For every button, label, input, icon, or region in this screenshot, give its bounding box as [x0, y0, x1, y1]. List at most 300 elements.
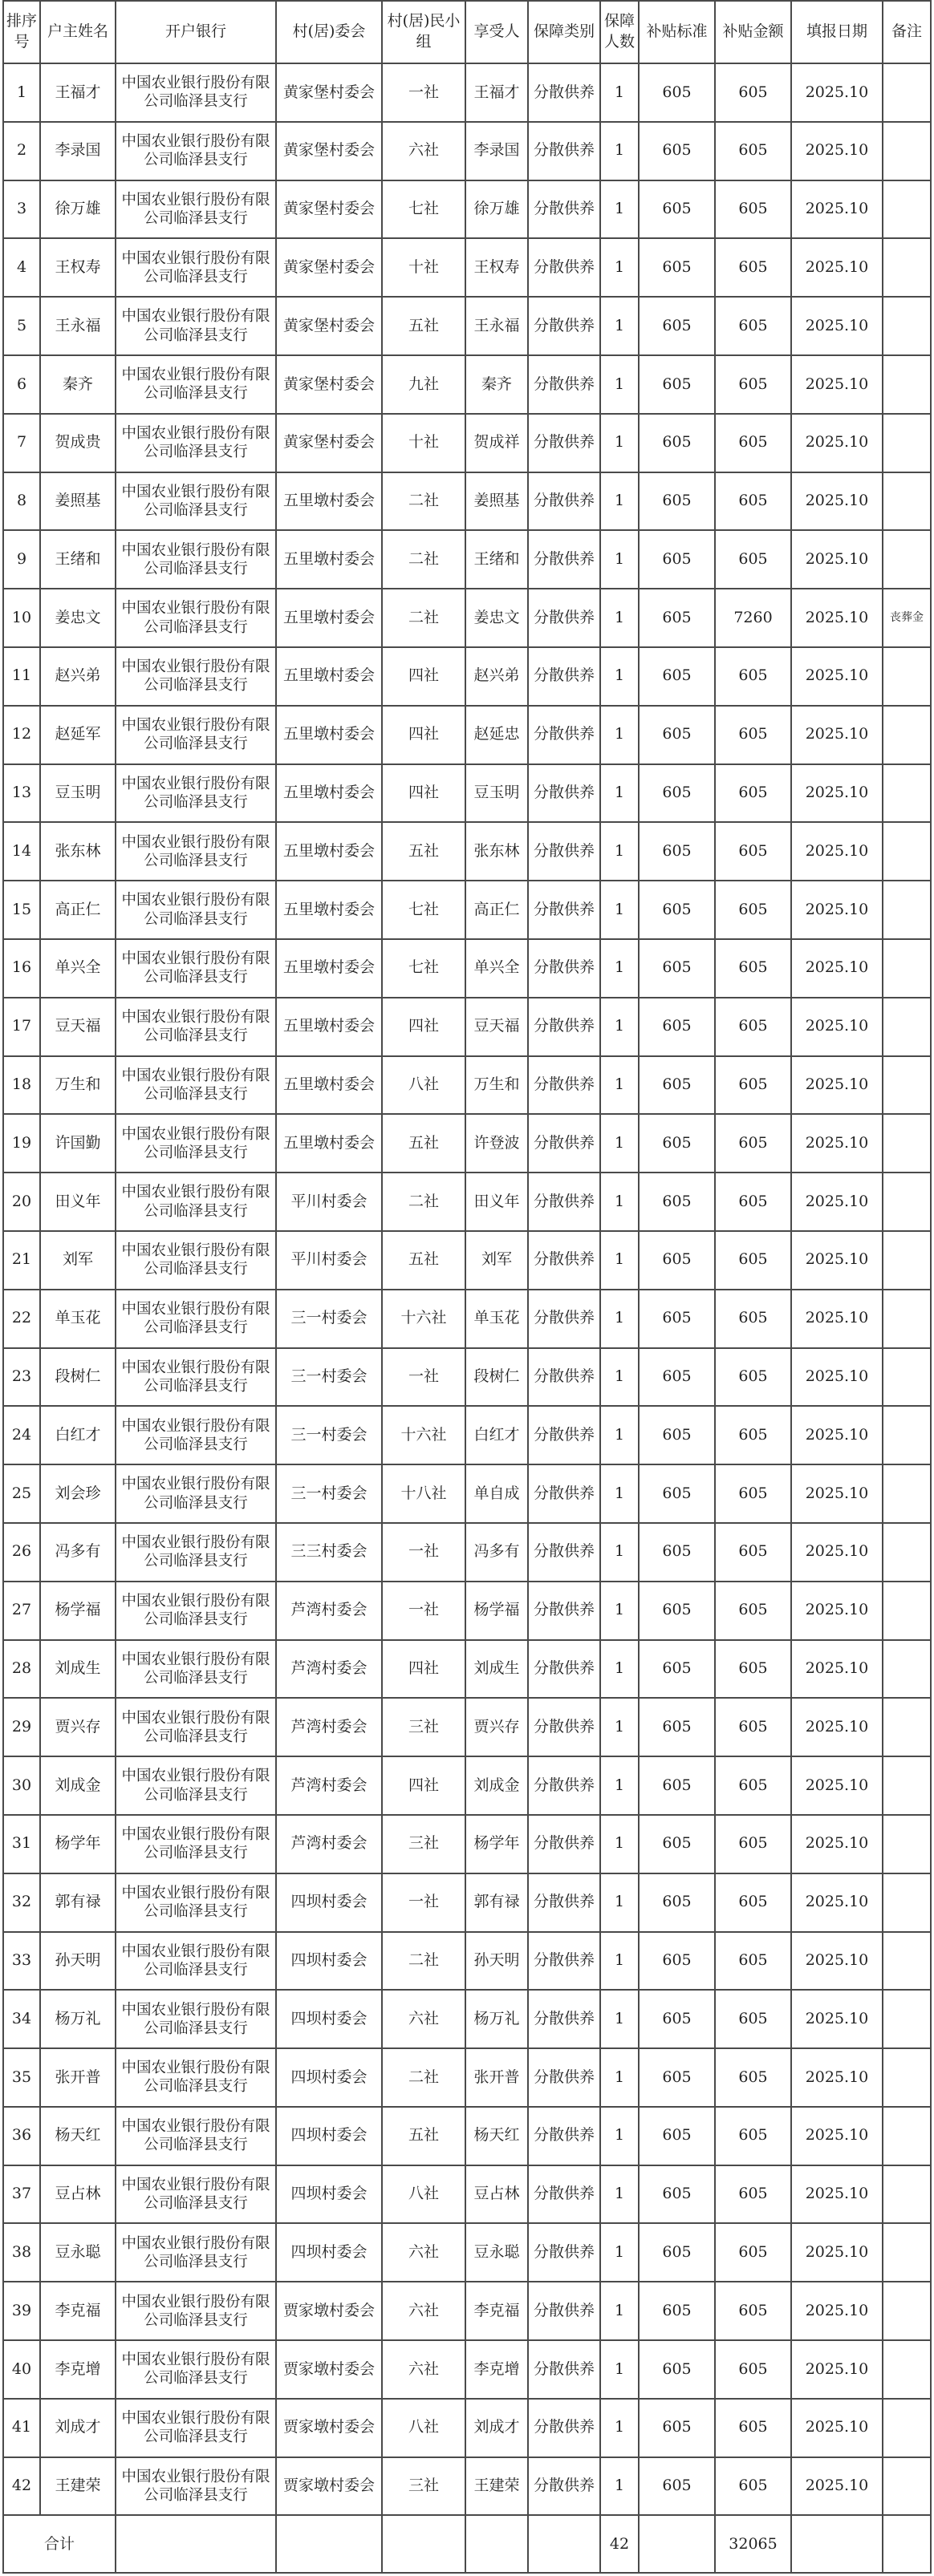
subsidy-amount: 605 — [715, 1114, 791, 1173]
subsidy-standard: 605 — [639, 530, 715, 589]
table-row — [3, 647, 931, 706]
total-persons: 42 — [600, 2515, 639, 2573]
bank-name: 中国农业银行股份有限公司临泽县支行 — [116, 1114, 276, 1173]
household-head-name: 张开普 — [40, 2048, 116, 2107]
villager-group: 二社 — [382, 530, 465, 589]
beneficiary-name: 段树仁 — [465, 1348, 528, 1407]
remark — [883, 530, 931, 589]
household-head-name: 豆永聪 — [40, 2223, 116, 2282]
support-category: 分散供养 — [528, 2399, 600, 2457]
villager-group: 一社 — [382, 1582, 465, 1640]
table-row — [3, 589, 931, 647]
bank-name: 中国农业银行股份有限公司临泽县支行 — [116, 180, 276, 239]
beneficiary-name: 杨天红 — [465, 2107, 528, 2165]
row-number: 6 — [3, 355, 40, 414]
total-empty-cell — [883, 2515, 931, 2573]
household-head-name: 单玉花 — [40, 1290, 116, 1348]
villager-group: 四社 — [382, 647, 465, 706]
row-number: 41 — [3, 2399, 40, 2457]
report-date: 2025.10 — [791, 1932, 883, 1991]
beneficiary-name: 王绪和 — [465, 530, 528, 589]
subsidy-standard: 605 — [639, 1348, 715, 1407]
report-date: 2025.10 — [791, 1523, 883, 1582]
villager-group: 七社 — [382, 939, 465, 998]
village-committee: 贾家墩村委会 — [276, 2340, 382, 2399]
villager-group: 十六社 — [382, 1406, 465, 1464]
support-persons: 1 — [600, 939, 639, 998]
subsidy-amount: 605 — [715, 2165, 791, 2224]
bank-name: 中国农业银行股份有限公司临泽县支行 — [116, 63, 276, 122]
subsidy-standard: 605 — [639, 1406, 715, 1464]
column-header-beneficiary: 享受人 — [465, 1, 528, 63]
support-persons: 1 — [600, 297, 639, 355]
row-number: 35 — [3, 2048, 40, 2107]
table-row — [3, 1231, 931, 1290]
total-empty-cell — [639, 2515, 715, 2573]
villager-group: 二社 — [382, 2048, 465, 2107]
household-head-name: 冯多有 — [40, 1523, 116, 1582]
bank-name: 中国农业银行股份有限公司临泽县支行 — [116, 706, 276, 764]
village-committee: 五里墩村委会 — [276, 1114, 382, 1173]
bank-name: 中国农业银行股份有限公司临泽县支行 — [116, 1640, 276, 1699]
subsidy-amount: 605 — [715, 63, 791, 122]
bank-name: 中国农业银行股份有限公司临泽县支行 — [116, 355, 276, 414]
support-category: 分散供养 — [528, 1698, 600, 1756]
row-number: 20 — [3, 1173, 40, 1231]
bank-name: 中国农业银行股份有限公司临泽县支行 — [116, 2165, 276, 2224]
household-head-name: 刘成生 — [40, 1640, 116, 1699]
remark — [883, 647, 931, 706]
subsidy-standard: 605 — [639, 122, 715, 180]
row-number: 31 — [3, 1815, 40, 1873]
support-category: 分散供养 — [528, 589, 600, 647]
villager-group: 六社 — [382, 2340, 465, 2399]
subsidy-amount: 605 — [715, 1640, 791, 1699]
row-number: 38 — [3, 2223, 40, 2282]
row-number: 7 — [3, 414, 40, 472]
support-category: 分散供养 — [528, 63, 600, 122]
support-category: 分散供养 — [528, 1464, 600, 1523]
support-category: 分散供养 — [528, 706, 600, 764]
household-head-name: 白红才 — [40, 1406, 116, 1464]
village-committee: 五里墩村委会 — [276, 998, 382, 1056]
household-head-name: 刘成金 — [40, 1756, 116, 1815]
villager-group: 七社 — [382, 881, 465, 939]
table-row — [3, 472, 931, 531]
support-persons: 1 — [600, 998, 639, 1056]
remark — [883, 1348, 931, 1407]
total-empty-cell — [465, 2515, 528, 2573]
beneficiary-name: 杨学年 — [465, 1815, 528, 1873]
bank-name: 中国农业银行股份有限公司临泽县支行 — [116, 764, 276, 823]
bank-name: 中国农业银行股份有限公司临泽县支行 — [116, 2457, 276, 2516]
table-row — [3, 1990, 931, 2048]
remark — [883, 1873, 931, 1932]
household-head-name: 杨万礼 — [40, 1990, 116, 2048]
support-persons: 1 — [600, 1523, 639, 1582]
report-date: 2025.10 — [791, 472, 883, 531]
column-header-category: 保障类别 — [528, 1, 600, 63]
villager-group: 二社 — [382, 1173, 465, 1231]
subsidy-amount: 605 — [715, 1523, 791, 1582]
beneficiary-name: 豆占林 — [465, 2165, 528, 2224]
bank-name: 中国农业银行股份有限公司临泽县支行 — [116, 1698, 276, 1756]
bank-name: 中国农业银行股份有限公司临泽县支行 — [116, 238, 276, 297]
table-row — [3, 998, 931, 1056]
table-row — [3, 297, 931, 355]
beneficiary-name: 张开普 — [465, 2048, 528, 2107]
household-head-name: 李录国 — [40, 122, 116, 180]
subsidy-standard: 605 — [639, 180, 715, 239]
household-head-name: 郭有禄 — [40, 1873, 116, 1932]
beneficiary-name: 豆天福 — [465, 998, 528, 1056]
support-category: 分散供养 — [528, 1640, 600, 1699]
support-persons: 1 — [600, 2457, 639, 2516]
support-category: 分散供养 — [528, 414, 600, 472]
total-empty-cell — [791, 2515, 883, 2573]
beneficiary-name: 张东林 — [465, 822, 528, 881]
villager-group: 八社 — [382, 2399, 465, 2457]
report-date: 2025.10 — [791, 647, 883, 706]
village-committee: 芦湾村委会 — [276, 1815, 382, 1873]
remark — [883, 122, 931, 180]
subsidy-standard: 605 — [639, 2457, 715, 2516]
support-persons: 1 — [600, 2165, 639, 2224]
report-date: 2025.10 — [791, 1406, 883, 1464]
subsidy-amount: 605 — [715, 2048, 791, 2107]
villager-group: 二社 — [382, 472, 465, 531]
support-category: 分散供养 — [528, 1231, 600, 1290]
support-persons: 1 — [600, 2107, 639, 2165]
table-row — [3, 2282, 931, 2340]
report-date: 2025.10 — [791, 2107, 883, 2165]
village-committee: 四坝村委会 — [276, 2223, 382, 2282]
subsidy-amount: 605 — [715, 1348, 791, 1407]
report-date: 2025.10 — [791, 939, 883, 998]
household-head-name: 李克福 — [40, 2282, 116, 2340]
village-committee: 三一村委会 — [276, 1406, 382, 1464]
report-date: 2025.10 — [791, 1290, 883, 1348]
bank-name: 中国农业银行股份有限公司临泽县支行 — [116, 1290, 276, 1348]
row-number: 42 — [3, 2457, 40, 2516]
remark — [883, 238, 931, 297]
bank-name: 中国农业银行股份有限公司临泽县支行 — [116, 122, 276, 180]
village-committee: 黄家堡村委会 — [276, 238, 382, 297]
total-empty-cell — [276, 2515, 382, 2573]
remark — [883, 1406, 931, 1464]
support-persons: 1 — [600, 2399, 639, 2457]
report-date: 2025.10 — [791, 2399, 883, 2457]
remark — [883, 1290, 931, 1348]
beneficiary-name: 李克增 — [465, 2340, 528, 2399]
support-category: 分散供养 — [528, 1582, 600, 1640]
household-head-name: 豆玉明 — [40, 764, 116, 823]
column-header-note: 备注 — [883, 1, 931, 63]
village-committee: 五里墩村委会 — [276, 764, 382, 823]
beneficiary-name: 赵延忠 — [465, 706, 528, 764]
beneficiary-name: 白红才 — [465, 1406, 528, 1464]
support-category: 分散供养 — [528, 822, 600, 881]
row-number: 40 — [3, 2340, 40, 2399]
table-row — [3, 1464, 931, 1523]
row-number: 33 — [3, 1932, 40, 1991]
row-number: 18 — [3, 1056, 40, 1115]
subsidy-amount: 605 — [715, 1698, 791, 1756]
row-number: 36 — [3, 2107, 40, 2165]
remark — [883, 2107, 931, 2165]
village-committee: 五里墩村委会 — [276, 589, 382, 647]
village-committee: 四坝村委会 — [276, 2165, 382, 2224]
villager-group: 四社 — [382, 1640, 465, 1699]
row-number: 8 — [3, 472, 40, 531]
relief-roster-table — [2, 0, 932, 2574]
household-head-name: 豆占林 — [40, 2165, 116, 2224]
remark — [883, 939, 931, 998]
subsidy-standard: 605 — [639, 238, 715, 297]
bank-name: 中国农业银行股份有限公司临泽县支行 — [116, 647, 276, 706]
village-committee: 黄家堡村委会 — [276, 63, 382, 122]
report-date: 2025.10 — [791, 2048, 883, 2107]
household-head-name: 杨学福 — [40, 1582, 116, 1640]
beneficiary-name: 姜照基 — [465, 472, 528, 531]
subsidy-standard: 605 — [639, 472, 715, 531]
beneficiary-name: 豆永聪 — [465, 2223, 528, 2282]
support-category: 分散供养 — [528, 764, 600, 823]
villager-group: 三社 — [382, 1815, 465, 1873]
table-row — [3, 2107, 931, 2165]
village-committee: 黄家堡村委会 — [276, 297, 382, 355]
support-persons: 1 — [600, 1173, 639, 1231]
remark — [883, 297, 931, 355]
subsidy-standard: 605 — [639, 2165, 715, 2224]
table-row — [3, 2340, 931, 2399]
bank-name: 中国农业银行股份有限公司临泽县支行 — [116, 1932, 276, 1991]
support-persons: 1 — [600, 1114, 639, 1173]
village-committee: 四坝村委会 — [276, 1990, 382, 2048]
bank-name: 中国农业银行股份有限公司临泽县支行 — [116, 2340, 276, 2399]
remark — [883, 2223, 931, 2282]
villager-group: 五社 — [382, 822, 465, 881]
villager-group: 二社 — [382, 589, 465, 647]
row-number: 28 — [3, 1640, 40, 1699]
household-head-name: 徐万雄 — [40, 180, 116, 239]
support-persons: 1 — [600, 1231, 639, 1290]
subsidy-amount: 7260 — [715, 589, 791, 647]
row-number: 10 — [3, 589, 40, 647]
bank-name: 中国农业银行股份有限公司临泽县支行 — [116, 530, 276, 589]
village-committee: 五里墩村委会 — [276, 822, 382, 881]
report-date: 2025.10 — [791, 1756, 883, 1815]
support-persons: 1 — [600, 822, 639, 881]
village-committee: 贾家墩村委会 — [276, 2457, 382, 2516]
bank-name: 中国农业银行股份有限公司临泽县支行 — [116, 1523, 276, 1582]
subsidy-amount: 605 — [715, 939, 791, 998]
household-head-name: 赵兴弟 — [40, 647, 116, 706]
subsidy-amount: 605 — [715, 647, 791, 706]
villager-group: 六社 — [382, 2282, 465, 2340]
support-persons: 1 — [600, 706, 639, 764]
household-head-name: 张东林 — [40, 822, 116, 881]
table-row — [3, 1406, 931, 1464]
village-committee: 黄家堡村委会 — [276, 180, 382, 239]
bank-name: 中国农业银行股份有限公司临泽县支行 — [116, 472, 276, 531]
remark — [883, 1640, 931, 1699]
beneficiary-name: 豆玉明 — [465, 764, 528, 823]
table-row — [3, 122, 931, 180]
report-date: 2025.10 — [791, 1815, 883, 1873]
subsidy-amount: 605 — [715, 180, 791, 239]
beneficiary-name: 刘成生 — [465, 1640, 528, 1699]
report-date: 2025.10 — [791, 1640, 883, 1699]
beneficiary-name: 王建荣 — [465, 2457, 528, 2516]
bank-name: 中国农业银行股份有限公司临泽县支行 — [116, 2399, 276, 2457]
report-date: 2025.10 — [791, 297, 883, 355]
subsidy-amount: 605 — [715, 706, 791, 764]
villager-group: 五社 — [382, 297, 465, 355]
column-header-no: 排序号 — [3, 1, 40, 63]
village-committee: 五里墩村委会 — [276, 706, 382, 764]
village-committee: 芦湾村委会 — [276, 1756, 382, 1815]
remark — [883, 998, 931, 1056]
table-row — [3, 530, 931, 589]
support-persons: 1 — [600, 472, 639, 531]
bank-name: 中国农业银行股份有限公司临泽县支行 — [116, 1464, 276, 1523]
support-persons: 1 — [600, 1873, 639, 1932]
row-number: 21 — [3, 1231, 40, 1290]
bank-name: 中国农业银行股份有限公司临泽县支行 — [116, 297, 276, 355]
bank-name: 中国农业银行股份有限公司临泽县支行 — [116, 1173, 276, 1231]
beneficiary-name: 李录国 — [465, 122, 528, 180]
table-row — [3, 2048, 931, 2107]
table-row — [3, 2399, 931, 2457]
table-row — [3, 1932, 931, 1991]
villager-group: 一社 — [382, 1348, 465, 1407]
bank-name: 中国农业银行股份有限公司临泽县支行 — [116, 881, 276, 939]
remark — [883, 2399, 931, 2457]
report-date: 2025.10 — [791, 1231, 883, 1290]
village-committee: 五里墩村委会 — [276, 530, 382, 589]
report-date: 2025.10 — [791, 1348, 883, 1407]
beneficiary-name: 郭有禄 — [465, 1873, 528, 1932]
row-number: 25 — [3, 1464, 40, 1523]
subsidy-amount: 605 — [715, 1464, 791, 1523]
table-row — [3, 706, 931, 764]
column-header-amount: 补贴金额 — [715, 1, 791, 63]
household-head-name: 杨天红 — [40, 2107, 116, 2165]
subsidy-amount: 605 — [715, 764, 791, 823]
household-head-name: 孙天明 — [40, 1932, 116, 1991]
subsidy-amount: 605 — [715, 122, 791, 180]
beneficiary-name: 单玉花 — [465, 1290, 528, 1348]
villager-group: 五社 — [382, 1114, 465, 1173]
table-row — [3, 1640, 931, 1699]
support-persons: 1 — [600, 764, 639, 823]
subsidy-standard: 605 — [639, 764, 715, 823]
subsidy-standard: 605 — [639, 1114, 715, 1173]
support-category: 分散供养 — [528, 1815, 600, 1873]
support-persons: 1 — [600, 2282, 639, 2340]
remark — [883, 1464, 931, 1523]
subsidy-standard: 605 — [639, 1582, 715, 1640]
support-persons: 1 — [600, 355, 639, 414]
remark: 丧葬金 — [883, 589, 931, 647]
subsidy-amount: 605 — [715, 1815, 791, 1873]
report-date: 2025.10 — [791, 822, 883, 881]
column-header-group: 村(居)民小组 — [382, 1, 465, 63]
support-category: 分散供养 — [528, 1114, 600, 1173]
report-date: 2025.10 — [791, 2282, 883, 2340]
report-date: 2025.10 — [791, 2457, 883, 2516]
table-row — [3, 1290, 931, 1348]
beneficiary-name: 徐万雄 — [465, 180, 528, 239]
bank-name: 中国农业银行股份有限公司临泽县支行 — [116, 1056, 276, 1115]
subsidy-amount: 605 — [715, 1756, 791, 1815]
village-committee: 四坝村委会 — [276, 2048, 382, 2107]
table-row — [3, 63, 931, 122]
report-date: 2025.10 — [791, 1990, 883, 2048]
subsidy-amount: 605 — [715, 998, 791, 1056]
bank-name: 中国农业银行股份有限公司临泽县支行 — [116, 2107, 276, 2165]
remark — [883, 2048, 931, 2107]
remark — [883, 822, 931, 881]
table-row — [3, 1056, 931, 1115]
subsidy-standard: 605 — [639, 414, 715, 472]
villager-group: 一社 — [382, 1873, 465, 1932]
report-date: 2025.10 — [791, 530, 883, 589]
beneficiary-name: 孙天明 — [465, 1932, 528, 1991]
household-head-name: 赵延军 — [40, 706, 116, 764]
total-empty-cell — [116, 2515, 276, 2573]
subsidy-amount: 605 — [715, 1173, 791, 1231]
support-persons: 1 — [600, 530, 639, 589]
beneficiary-name: 单兴全 — [465, 939, 528, 998]
village-committee: 芦湾村委会 — [276, 1698, 382, 1756]
beneficiary-name: 杨万礼 — [465, 1990, 528, 2048]
table-row — [3, 2165, 931, 2224]
subsidy-standard: 605 — [639, 1873, 715, 1932]
column-header-persons: 保障人数 — [600, 1, 639, 63]
subsidy-amount: 605 — [715, 881, 791, 939]
village-committee: 三一村委会 — [276, 1348, 382, 1407]
table-row — [3, 1815, 931, 1873]
beneficiary-name: 李克福 — [465, 2282, 528, 2340]
household-head-name: 刘会珍 — [40, 1464, 116, 1523]
subsidy-standard: 605 — [639, 1990, 715, 2048]
village-committee: 贾家墩村委会 — [276, 2282, 382, 2340]
beneficiary-name: 王权寿 — [465, 238, 528, 297]
beneficiary-name: 姜忠文 — [465, 589, 528, 647]
support-persons: 1 — [600, 1290, 639, 1348]
village-committee: 芦湾村委会 — [276, 1640, 382, 1699]
villager-group: 五社 — [382, 2107, 465, 2165]
villager-group: 十社 — [382, 238, 465, 297]
row-number: 30 — [3, 1756, 40, 1815]
row-number: 24 — [3, 1406, 40, 1464]
household-head-name: 秦齐 — [40, 355, 116, 414]
subsidy-amount: 605 — [715, 297, 791, 355]
subsidy-standard: 605 — [639, 1290, 715, 1348]
table-row — [3, 1698, 931, 1756]
beneficiary-name: 贺成祥 — [465, 414, 528, 472]
row-number: 4 — [3, 238, 40, 297]
remark — [883, 355, 931, 414]
beneficiary-name: 刘军 — [465, 1231, 528, 1290]
household-head-name: 许国勤 — [40, 1114, 116, 1173]
support-category: 分散供养 — [528, 1290, 600, 1348]
bank-name: 中国农业银行股份有限公司临泽县支行 — [116, 1406, 276, 1464]
subsidy-standard: 605 — [639, 1523, 715, 1582]
support-persons: 1 — [600, 1990, 639, 2048]
